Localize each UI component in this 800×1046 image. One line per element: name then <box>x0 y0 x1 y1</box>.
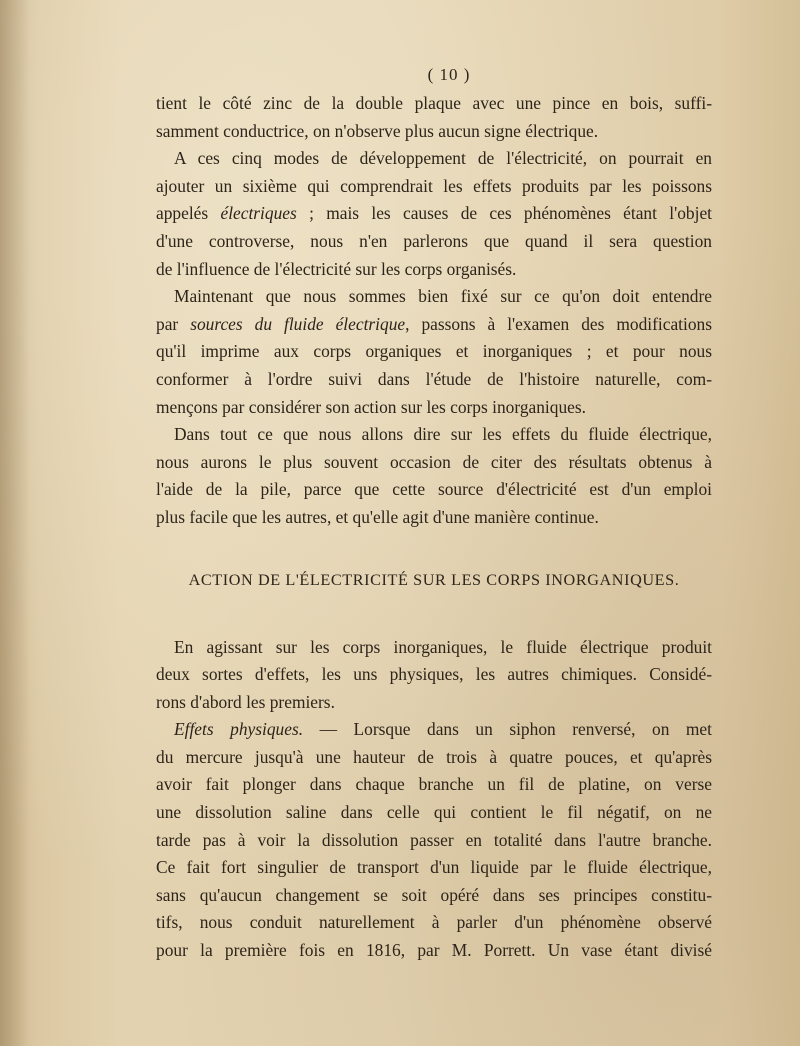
text-line: A ces cinq modes de développement de l'électricité, on pourrait en <box>174 148 712 169</box>
text-line: par sources du fluide électrique, passons à l'examen des modifications <box>156 313 712 334</box>
paragraph-6 <box>156 716 712 964</box>
text-line: En agissant sur les corps inorganiques, le fluide électrique produit <box>174 636 712 657</box>
paragraph-2 <box>156 145 712 283</box>
text-line: une dissolution saline dans celle qui contient le fil négatif, on ne <box>156 802 712 823</box>
text-line: mençons par considérer son action sur les corps inorganiques. <box>156 396 586 417</box>
text-line: rons d'abord les premiers. <box>156 691 335 712</box>
text-line: tarde pas à voir la dissolution passer en totalité dans l'autre branche. <box>156 829 712 850</box>
page-content <box>156 60 712 965</box>
page-number: ( 10 ) <box>427 65 471 84</box>
text-line: qu'il imprime aux corps organiques et inorganiques ; et pour nous <box>156 341 712 362</box>
text-line: d'une controverse, nous n'en parlerons que quand il sera question <box>156 230 712 251</box>
text-line: Dans tout ce que nous allons dire sur les effets du fluide électrique, <box>174 424 712 445</box>
text-line: sans qu'aucun changement se soit opéré dans ses principes constitu- <box>156 884 712 905</box>
text-line: nous aurons le plus souvent occasion de citer des résultats obtenus à <box>156 451 712 472</box>
text-line: l'aide de la pile, parce que cette source d'électricité est d'un emploi <box>156 479 712 500</box>
text-line: avoir fait plonger dans chaque branche un fil de platine, on verse <box>156 774 712 795</box>
text-line: appelés électriques ; mais les causes de ces phénomènes étant l'objet <box>156 203 712 224</box>
text-line: deux sortes d'effets, les uns physiques, les autres chimiques. Considé- <box>156 664 712 685</box>
text-line: ajouter un sixième qui comprendrait les effets produits par les poissons <box>156 175 712 196</box>
text-line: conformer à l'ordre suivi dans l'étude de l'histoire naturelle, com- <box>156 368 712 389</box>
text-line: tient le côté zinc de la double plaque avec une pince en bois, suffi- <box>156 93 712 113</box>
text-line: tifs, nous conduit naturellement à parler d'un phénomène observé <box>156 912 712 933</box>
text-line: Maintenant que nous sommes bien fixé sur ce qu'on doit entendre <box>174 286 712 307</box>
text-line: du mercure jusqu'à une hauteur de trois à quatre pouces, et qu'après <box>156 746 712 767</box>
paragraph-5 <box>156 634 712 717</box>
text-line: pour la première fois en 1816, par M. Porrett. Un vase étant divisé <box>156 940 712 961</box>
text-line: plus facile que les autres, et qu'elle agit d'une manière continue. <box>156 506 599 527</box>
text-line: de l'influence de l'électricité sur les corps organisés. <box>156 258 517 279</box>
paragraph-3 <box>156 283 712 421</box>
text-line: Effets physiques. — Lorsque dans un siphon renversé, on met <box>174 719 712 740</box>
section-heading: ACTION DE L'ÉLECTRICITÉ SUR LES CORPS INORGANIQUES. <box>188 570 680 589</box>
text-line: samment conductrice, on n'observe plus aucun signe électrique. <box>156 120 599 141</box>
text-line: Ce fait fort singulier de transport d'un liquide par le fluide électrique, <box>156 857 712 878</box>
paragraph-1 <box>156 90 712 145</box>
paragraph-4 <box>156 421 712 531</box>
